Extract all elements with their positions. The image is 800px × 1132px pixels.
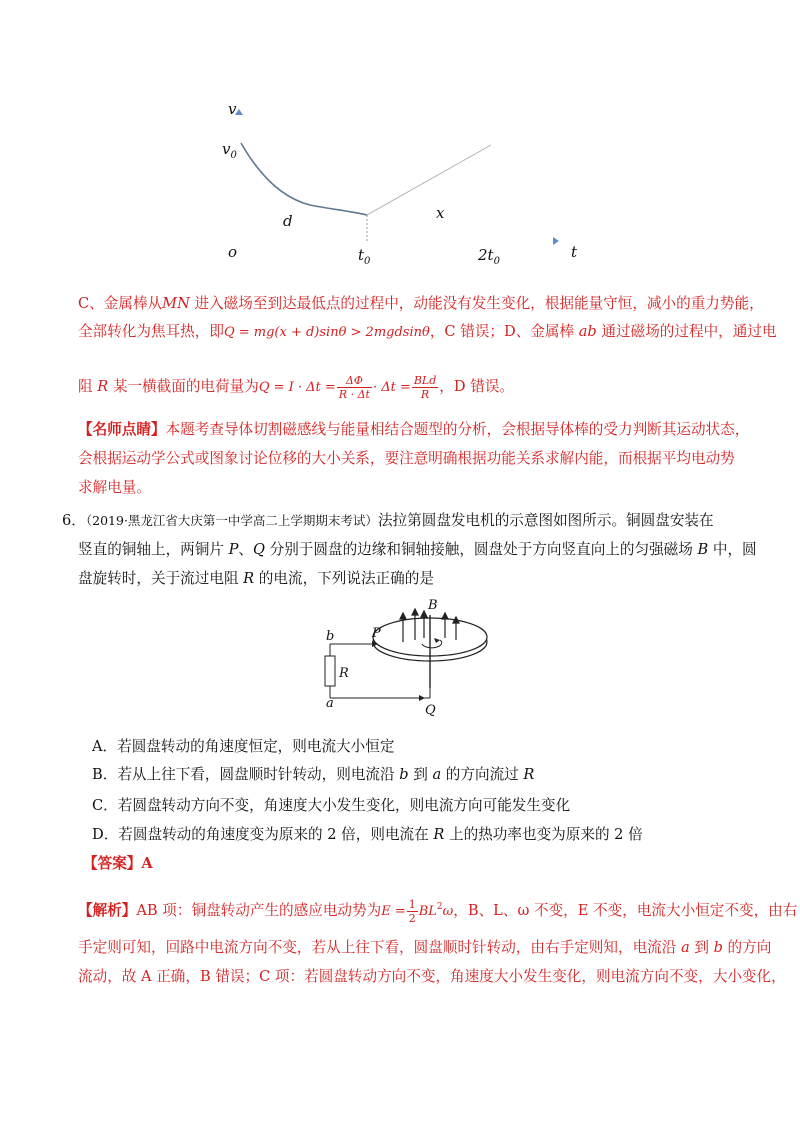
solution-c-line1: C、金属棒从MN 进入磁场至到达最低点的过程中，动能没有发生变化，根据能量守恒，减小的重力势能， bbox=[78, 295, 764, 312]
analysis-line2: 手定则可知，回路中电流方向不变，若从上往下看，圆盘顺时针转动，由右手定则知，电流沿 a 到 b 的方向 bbox=[78, 939, 772, 956]
answer-label: 【答案】A bbox=[83, 855, 153, 872]
resistor-r bbox=[325, 656, 335, 686]
figure-label-b-point: b bbox=[326, 629, 335, 644]
velocity-time-graph bbox=[215, 95, 595, 275]
figure-label-b-field: B bbox=[428, 598, 438, 613]
velocity-curve bbox=[241, 143, 367, 215]
v0-label: $v_0$ bbox=[222, 140, 237, 161]
analysis-line1: 【解析】AB 项：铜盘转动产生的感应电动势为E = $\frac{1}{2}$ $BL^2\omega$，B、L、ω 不变，E 不变，电流大小恒定不变，由右 bbox=[78, 897, 798, 925]
solution-d-line3: 阻 R 某一横截面的电荷量为Q = I · Δt = $\frac{\Delta\Phi}{R \cdot \Delta t}$ · Δt = $\frac{\text{BLd}}{R}$ ，D 错误。 bbox=[78, 373, 514, 401]
x-label: x bbox=[436, 204, 445, 222]
option-c: C．若圆盘转动方向不变，角速度大小发生变化，则电流方向可能发生变化 bbox=[92, 797, 571, 814]
question-6-line1: 6．（2019·黑龙江省大庆第一中学高二上学期期末考试）法拉第圆盘发电机的示意图如图所示。铜圆盘安装在 bbox=[62, 512, 714, 529]
2t0-label: $2t_0$ bbox=[478, 246, 500, 267]
figure-label-q: Q bbox=[425, 703, 436, 718]
t-axis-arrow-icon bbox=[553, 237, 559, 245]
v-axis-label: v bbox=[228, 100, 237, 118]
solution-c-line2: 全部转化为焦耳热，即Q = mg(x + d)sinθ > 2mgdsinθ，C 错误；D、金属棒 ab 通过磁场的过程中，通过电 bbox=[78, 323, 777, 340]
figure-label-a: a bbox=[326, 696, 334, 711]
option-b: B．若从上往下看，圆盘顺时针转动，则电流沿 b 到 a 的方向流过 R bbox=[92, 766, 535, 783]
tip-line1: 【名师点睛】本题考查导体切割磁感线与能量相结合题型的分析，会根据导体棒的受力判断其运动状态， bbox=[78, 421, 750, 438]
figure-label-r: R bbox=[339, 666, 349, 681]
tip-line3: 求解电量。 bbox=[78, 479, 151, 496]
d-label: d bbox=[283, 212, 293, 230]
tip-line2: 会根据运动学公式或图象讨论位移的大小关系，要注意明确根据功能关系求解内能，而根据平均电动势 bbox=[78, 450, 735, 467]
question-6-line3: 盘旋转时，关于流过电阻 R 的电流，下列说法正确的是 bbox=[78, 570, 434, 587]
origin-label: o bbox=[228, 243, 238, 261]
question-6-line2: 竖直的铜轴上，两铜片 P、Q 分别于圆盘的边缘和铜轴接触，圆盘处于方向竖直向上的匀强磁场 B 中，圆 bbox=[78, 541, 757, 558]
analysis-line3: 流动，故 A 正确，B 错误；C 项：若圆盘转动方向不变，角速度大小发生变化，则电流方向不变，大小变化， bbox=[78, 968, 786, 985]
t0-label: $t_0$ bbox=[358, 246, 371, 267]
figure-label-p: P bbox=[372, 626, 381, 641]
option-d: D．若圆盘转动的角速度变为原来的 2 倍，则电流在 R 上的热功率也变为原来的 2 倍 bbox=[92, 826, 643, 843]
t-axis-label: t bbox=[571, 243, 578, 261]
faraday-disk-figure bbox=[320, 600, 495, 720]
velocity-rise-line bbox=[367, 145, 491, 215]
option-a: A．若圆盘转动的角速度恒定，则电流大小恒定 bbox=[92, 738, 395, 755]
